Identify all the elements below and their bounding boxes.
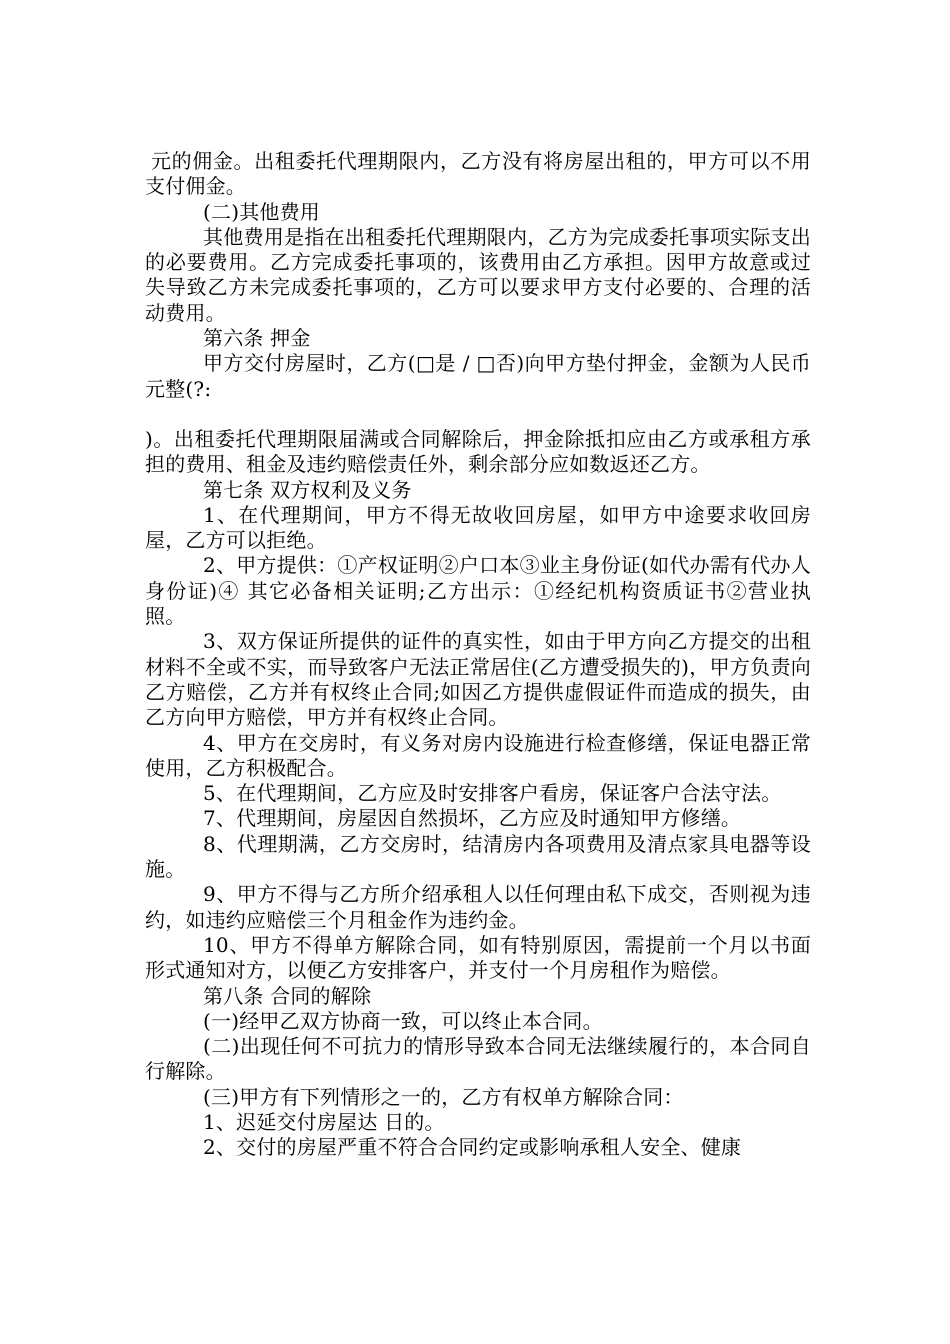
- clause-7-10: 10、甲方不得单方解除合同，如有特别原因，需提前一个月以书面形式通知对方，以便乙方安排客户，并支付一个月房租作为赔偿。: [145, 932, 811, 983]
- heading-article-6: 第六条 押金: [203, 326, 311, 351]
- clause-7-7: 7、代理期间，房屋因自然损坏，乙方应及时通知甲方修缮。: [203, 806, 742, 831]
- clause-7-5: 5、在代理期间，乙方应及时安排客户看房，保证客户合法守法。: [203, 781, 782, 806]
- contract-text: [145, 149, 811, 1161]
- clause-7-4: 4、甲方在交房时，有义务对房内设施进行检查修缮，保证电器正常使用，乙方积极配合。: [145, 730, 811, 780]
- clause-8-3-2: 2、交付的房屋严重不符合合同约定或影响承租人安全、健康: [203, 1135, 742, 1160]
- clause-7-8: 8、代理期满，乙方交房时，结清房内各项费用及清点家具电器等设施。: [145, 831, 811, 882]
- clause-7-1: 1、在代理期间，甲方不得无故收回房屋，如甲方中途要求收回房屋，乙方可以拒绝。: [145, 502, 811, 553]
- clause-7-9: 9、甲方不得与乙方所介绍承租人以任何理由私下成交，否则视为违约，如违约应赔偿三个月租金作为违约金。: [145, 882, 811, 932]
- paragraph-deposit: 甲方交付房屋时，乙方(□是 / □否)向甲方垫付押金，金额为人民币 元整(?:: [145, 351, 811, 401]
- clause-8-3-1: 1、迟延交付房屋达 日的。: [203, 1109, 445, 1134]
- clause-8-3: (三)甲方有下列情形之一的，乙方有权单方解除合同：: [203, 1084, 684, 1109]
- clause-7-2: 2、甲方提供：①产权证明②户口本③业主身份证(如代办需有代办人身份证)④ 其它必备相关证明;乙方出示：①经纪机构资质证书②营业执照。: [145, 553, 811, 629]
- heading-article-7: 第七条 双方权利及义务: [203, 477, 412, 502]
- paragraph-commission: 元的佣金。出租委托代理期限内，乙方没有将房屋出租的，甲方可以不用支付佣金。: [145, 149, 811, 199]
- heading-article-8: 第八条 合同的解除: [203, 983, 372, 1008]
- paragraph-other-fees: 其他费用是指在出租委托代理期限内，乙方为完成委托事项实际支出的必要费用。乙方完成委托事项的，该费用由乙方承担。因甲方故意或过失导致乙方未完成委托事项的，乙方可以要求甲方支付必要的、合理的活动费用。: [145, 224, 811, 325]
- paragraph-deposit-return: )。出租委托代理期限届满或合同解除后，押金除抵扣应由乙方或承租方承担的费用、租金及违约赔偿责任外，剩余部分应如数返还乙方。: [145, 426, 811, 477]
- heading-other-fees: (二)其他费用: [203, 199, 321, 224]
- clause-8-2: (二)出现任何不可抗力的情形导致本合同无法继续履行的，本合同自行解除。: [145, 1034, 811, 1084]
- blank-line: [145, 402, 811, 427]
- clause-7-3: 3、双方保证所提供的证件的真实性，如由于甲方向乙方提交的出租材料不全或不实，而导致客户无法正常居住(乙方遭受损失的)，甲方负责向乙方赔偿，乙方并有权终止合同;如因乙方提供虚假证件而造成的损失，由乙方向甲方赔偿，甲方并有权终止合同。: [145, 629, 811, 730]
- clause-8-1: (一)经甲乙双方协商一致，可以终止本合同。: [203, 1008, 603, 1033]
